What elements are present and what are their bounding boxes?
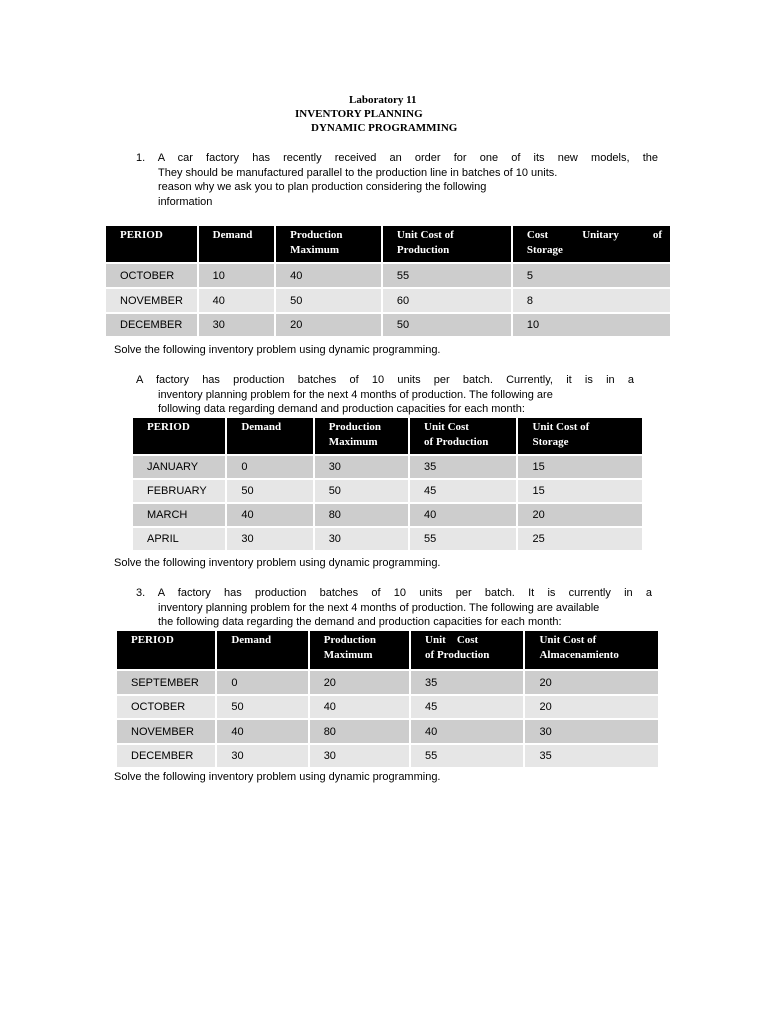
col-header-demand: Demand bbox=[227, 418, 312, 454]
table-row bbox=[133, 504, 642, 526]
cell-unit-cost-storage: 20 bbox=[525, 671, 658, 694]
cell-unit-cost-storage: 35 bbox=[525, 745, 658, 767]
cell-demand: 0 bbox=[217, 671, 307, 694]
cell-unit-cost-storage: 20 bbox=[518, 504, 642, 526]
col-header-production-max: Production Maximum bbox=[310, 631, 409, 669]
col-header-period: PERIOD bbox=[117, 631, 215, 669]
cell-period: FEBRUARY bbox=[133, 480, 225, 502]
doc-title: INVENTORY PLANNING bbox=[295, 108, 423, 120]
problem3-table bbox=[115, 629, 660, 769]
problem1-note: Solve the following inventory problem using dynamic programming. bbox=[114, 344, 441, 356]
cell-production-max: 40 bbox=[276, 264, 381, 287]
problem1-line: 1. A car factory has recently received an order for one of its new models, the bbox=[136, 152, 658, 164]
cell-production-max: 30 bbox=[310, 745, 409, 767]
cell-production-max: 50 bbox=[315, 480, 408, 502]
cell-demand: 30 bbox=[227, 528, 312, 550]
cell-demand: 40 bbox=[199, 289, 275, 312]
table-row bbox=[106, 289, 670, 312]
problem2-note: Solve the following inventory problem using dynamic programming. bbox=[114, 557, 441, 569]
cell-production-max: 20 bbox=[310, 671, 409, 694]
col-header-demand: Demand bbox=[199, 226, 275, 262]
cell-period: NOVEMBER bbox=[106, 289, 197, 312]
cell-period: MARCH bbox=[133, 504, 225, 526]
table-row bbox=[117, 671, 658, 694]
cell-production-max: 80 bbox=[315, 504, 408, 526]
cell-period: OCTOBER bbox=[106, 264, 197, 287]
table-row bbox=[133, 456, 642, 478]
col-header-unit-cost-production: Unit Cost of Production bbox=[383, 226, 511, 262]
problem1-line: They should be manufactured parallel to the production line in batches of 10 units. bbox=[158, 166, 558, 179]
cell-unit-cost-production: 50 bbox=[383, 314, 511, 336]
cell-unit-cost-production: 55 bbox=[410, 528, 516, 550]
problem1-line: information bbox=[158, 195, 213, 208]
cell-unit-cost-storage: 5 bbox=[513, 264, 670, 287]
cell-demand: 50 bbox=[217, 696, 307, 718]
cell-production-max: 30 bbox=[315, 528, 408, 550]
cell-demand: 30 bbox=[217, 745, 307, 767]
cell-production-max: 40 bbox=[310, 696, 409, 718]
cell-unit-cost-production: 45 bbox=[411, 696, 523, 718]
cell-unit-cost-production: 35 bbox=[410, 456, 516, 478]
cell-production-max: 20 bbox=[276, 314, 381, 336]
col-header-period: PERIOD bbox=[133, 418, 225, 454]
cell-production-max: 80 bbox=[310, 720, 409, 743]
cell-unit-cost-storage: 8 bbox=[513, 289, 670, 312]
cell-unit-cost-storage: 20 bbox=[525, 696, 658, 718]
cell-unit-cost-storage: 15 bbox=[518, 480, 642, 502]
cell-unit-cost-storage: 10 bbox=[513, 314, 670, 336]
problem3-line: the following data regarding the demand and production capacities for each month: bbox=[158, 616, 562, 628]
col-header-unit-cost-storage: Cost Unitary of Storage bbox=[513, 226, 670, 262]
table-row bbox=[106, 314, 670, 336]
cell-unit-cost-production: 35 bbox=[411, 671, 523, 694]
cell-demand: 40 bbox=[227, 504, 312, 526]
cell-period: APRIL bbox=[133, 528, 225, 550]
col-header-unit-cost-storage: Unit Cost of Almacenamiento bbox=[525, 631, 658, 669]
problem3-statement bbox=[136, 586, 652, 630]
table-row bbox=[117, 720, 658, 743]
table-row bbox=[117, 745, 658, 767]
col-header-production-max: Production Maximum bbox=[315, 418, 408, 454]
table-row bbox=[133, 480, 642, 502]
problem3-line: inventory planning problem for the next 4 months of production. The following are available bbox=[158, 601, 600, 614]
col-header-unit-cost-production: Unit Cost of Production bbox=[410, 418, 516, 454]
cell-unit-cost-production: 40 bbox=[410, 504, 516, 526]
cell-unit-cost-production: 60 bbox=[383, 289, 511, 312]
problem1-line: reason why we ask you to plan production considering the following bbox=[158, 181, 487, 193]
cell-unit-cost-storage: 25 bbox=[518, 528, 642, 550]
cell-unit-cost-production: 55 bbox=[411, 745, 523, 767]
col-header-production-max: Production Maximum bbox=[276, 226, 381, 262]
cell-demand: 0 bbox=[227, 456, 312, 478]
cell-period: JANUARY bbox=[133, 456, 225, 478]
problem2-line: A factory has production batches of 10 units per batch. Currently, it is in a bbox=[136, 374, 634, 386]
col-header-unit-cost-production: Unit Cost of Production bbox=[411, 631, 523, 669]
cell-demand: 50 bbox=[227, 480, 312, 502]
cell-production-max: 50 bbox=[276, 289, 381, 312]
problem1-table bbox=[104, 224, 672, 338]
table-row bbox=[117, 696, 658, 718]
problem2-line: inventory planning problem for the next 4 months of production. The following are bbox=[158, 388, 553, 401]
cell-period: NOVEMBER bbox=[117, 720, 215, 743]
cell-unit-cost-production: 40 bbox=[411, 720, 523, 743]
cell-unit-cost-storage: 15 bbox=[518, 456, 642, 478]
cell-period: SEPTEMBER bbox=[117, 671, 215, 694]
lab-title: Laboratory 11 bbox=[349, 94, 417, 106]
cell-period: DECEMBER bbox=[117, 745, 215, 767]
table-header-row bbox=[133, 418, 642, 454]
cell-period: OCTOBER bbox=[117, 696, 215, 718]
cell-demand: 10 bbox=[199, 264, 275, 287]
table-header-row bbox=[117, 631, 658, 669]
table-header-row bbox=[106, 226, 670, 262]
col-header-period: PERIOD bbox=[106, 226, 197, 262]
problem3-line: 3. A factory has production batches of 10 units per batch. It is currently in a bbox=[136, 587, 652, 599]
problem3-note: Solve the following inventory problem using dynamic programming. bbox=[114, 771, 441, 783]
table-row bbox=[133, 528, 642, 550]
table-row bbox=[106, 264, 670, 287]
problem2-statement bbox=[136, 373, 634, 417]
problem1-statement bbox=[136, 151, 658, 209]
cell-demand: 40 bbox=[217, 720, 307, 743]
problem2-table bbox=[131, 416, 644, 552]
cell-unit-cost-production: 55 bbox=[383, 264, 511, 287]
col-header-unit-cost-storage: Unit Cost of Storage bbox=[518, 418, 642, 454]
cell-demand: 30 bbox=[199, 314, 275, 336]
doc-subtitle: DYNAMIC PROGRAMMING bbox=[311, 122, 458, 134]
cell-unit-cost-storage: 30 bbox=[525, 720, 658, 743]
cell-unit-cost-production: 45 bbox=[410, 480, 516, 502]
col-header-demand: Demand bbox=[217, 631, 307, 669]
cell-production-max: 30 bbox=[315, 456, 408, 478]
cell-period: DECEMBER bbox=[106, 314, 197, 336]
problem2-line: following data regarding demand and production capacities for each month: bbox=[158, 403, 525, 415]
